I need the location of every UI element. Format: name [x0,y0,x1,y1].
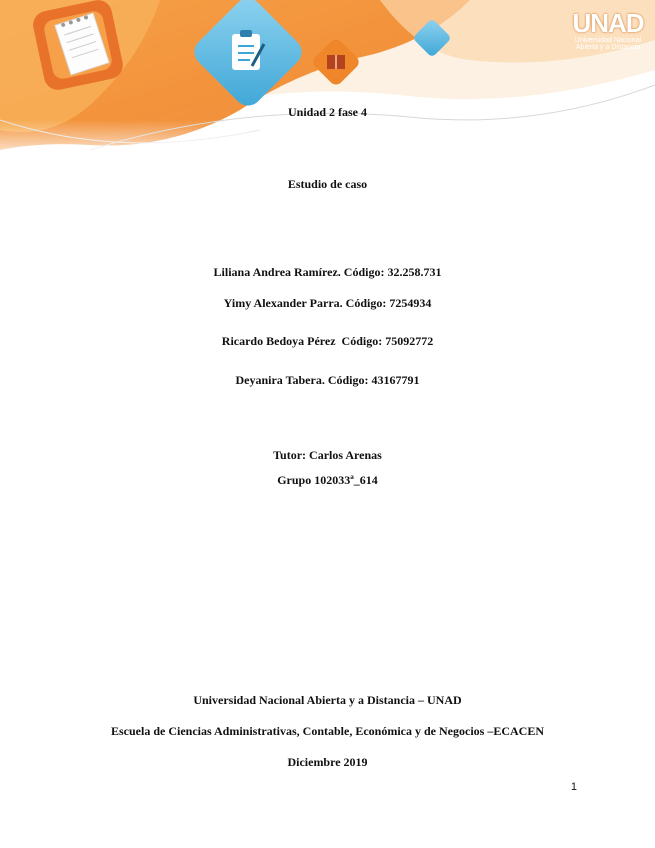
document-subtitle: Estudio de caso [287,177,368,191]
school-name: Escuela de Ciencias Administrativas, Contable, Económica y de Negocios –ECACEN [111,724,544,738]
author-2: Yimy Alexander Parra. Código: 7254934 [223,296,432,310]
logo-tagline-line1: Universidad Nacional [574,37,642,44]
author-1: Liliana Andrea Ramírez. Código: 32.258.731 [213,265,442,279]
tutor: Tutor: Carlos Arenas [273,448,382,462]
book-icon [327,55,345,69]
page-number: 1 [570,781,577,793]
group: Grupo 102033ª_614 [277,473,378,487]
header-banner [0,0,655,165]
clipboard-icon [232,30,264,70]
author-3: Ricardo Bedoya Pérez Código: 75092772 [221,334,434,348]
unad-logo [568,8,648,51]
unit-title: Unidad 2 fase 4 [287,105,367,119]
document-date: Diciembre 2019 [287,755,368,769]
author-4: Deyanira Tabera. Código: 43167791 [235,373,420,387]
logo-tagline-line2: Abierta y a Distancia [575,44,641,51]
logo-wordmark: UNAD [572,8,644,38]
university-name: Universidad Nacional Abierta y a Distancia – UNAD [193,693,462,707]
